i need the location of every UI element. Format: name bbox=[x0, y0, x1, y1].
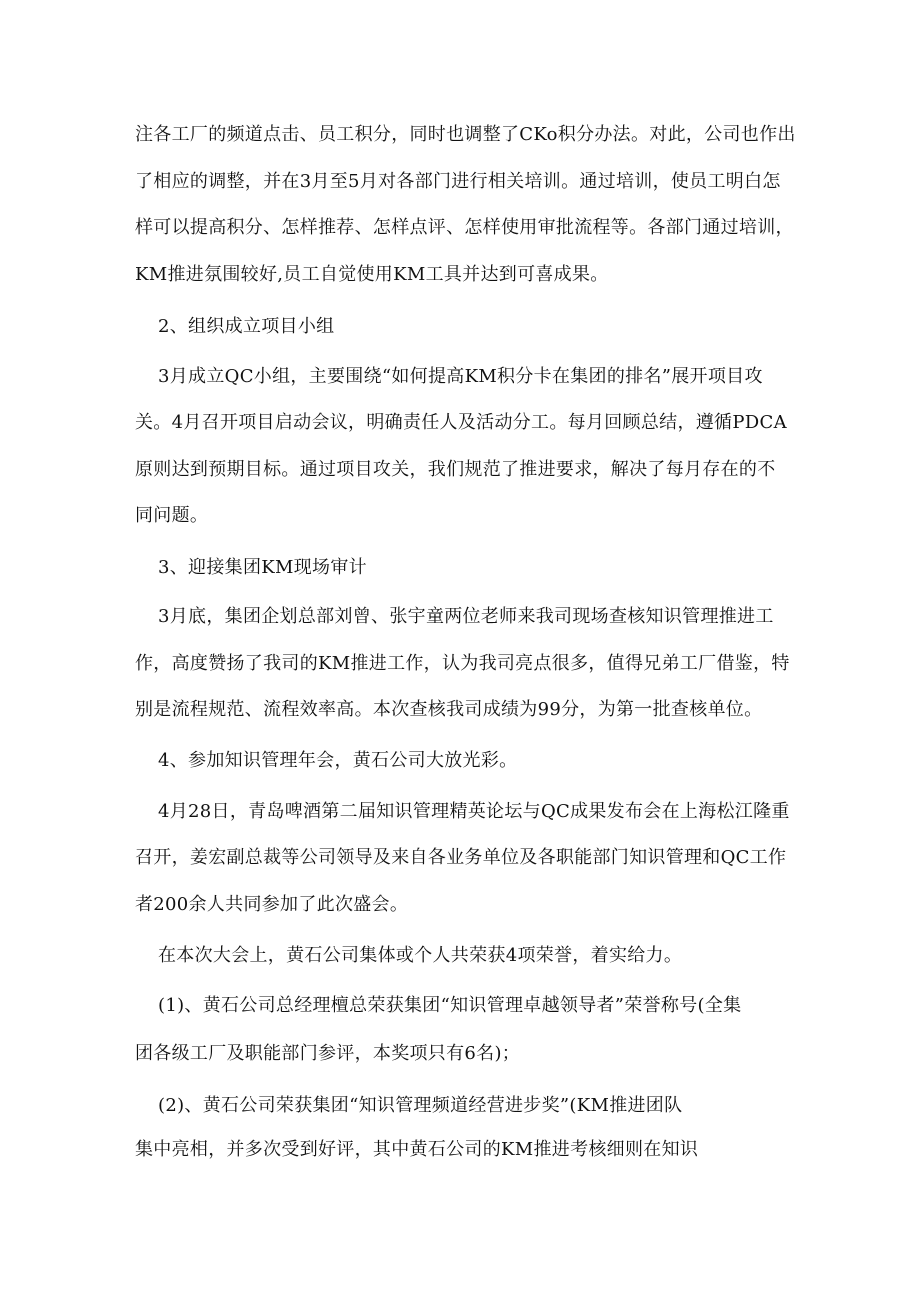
paragraph-line: 了相应的调整，并在3月至5月对各部门进行相关培训。通过培训，使员工明白怎 bbox=[135, 171, 781, 192]
paragraph-line: 关。4月召开项目启动会议，明确责任人及活动分工。每月回顾总结，遵循PDCA bbox=[135, 412, 787, 433]
list-item-line: (2)、黄石公司荣获集团“知识管理频道经营进步奖”(KM推进团队 bbox=[158, 1095, 683, 1116]
paragraph-line: 3月成立QC小组，主要围绕“如何提高KM积分卡在集团的排名”展开项目攻 bbox=[158, 366, 763, 387]
paragraph-line: 3月底，集团企划总部刘曾、张宇童两位老师来我司现场查核知识管理推进工 bbox=[158, 606, 774, 627]
section-heading: 2、组织成立项目小组 bbox=[158, 316, 335, 337]
paragraph-line: 同问题。 bbox=[135, 505, 209, 526]
paragraph-line: 原则达到预期目标。通过项目攻关，我们规范了推进要求，解决了每月存在的不 bbox=[135, 459, 776, 480]
paragraph-line: 别是流程规范、流程效率高。本次查核我司成绩为99分，为第一批查核单位。 bbox=[135, 699, 763, 720]
paragraph-line: 召开，姜宏副总裁等公司领导及来自各业务单位及各职能部门知识管理和QC工作 bbox=[135, 847, 787, 868]
list-item-line: 团各级工厂及职能部门参评，本奖项只有6名)； bbox=[135, 1043, 521, 1064]
section-heading: 3、迎接集团KM现场审计 bbox=[158, 557, 367, 578]
paragraph-line: 4月28日，青岛啤酒第二届知识管理精英论坛与QC成果发布会在上海松江隆重 bbox=[158, 801, 790, 822]
list-item-line: 集中亮相，并多次受到好评，其中黄石公司的KM推进考核细则在知识 bbox=[135, 1139, 699, 1160]
paragraph-line: 作，高度赞扬了我司的KM推进工作，认为我司亮点很多，值得兄弟工厂借鉴，特 bbox=[135, 653, 790, 674]
paragraph-line: KM推进氛围较好,员工自觉使用KM工具并达到可喜成果。 bbox=[135, 264, 609, 285]
paragraph-line: 在本次大会上，黄石公司集体或个人共荣获4项荣誉，着实给力。 bbox=[158, 945, 683, 966]
paragraph-line: 注各工厂的频道点击、员工积分，同时也调整了CKo积分办法。对此，公司也作出 bbox=[135, 124, 796, 145]
section-heading: 4、参加知识管理年会，黄石公司大放光彩。 bbox=[158, 750, 518, 771]
list-item-line: (1)、黄石公司总经理檀总荣获集团“知识管理卓越领导者”荣誉称号(全集 bbox=[158, 995, 742, 1016]
paragraph-line: 者200余人共同参加了此次盛会。 bbox=[135, 894, 409, 915]
paragraph-line: 样可以提高积分、怎样推荐、怎样点评、怎样使用审批流程等。各部门通过培训， bbox=[135, 217, 794, 238]
